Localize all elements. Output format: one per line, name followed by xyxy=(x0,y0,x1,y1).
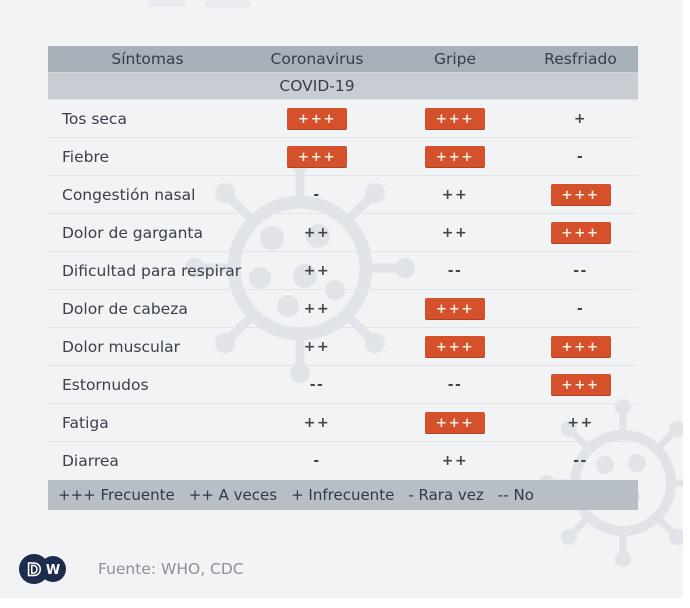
legend-label: Frecuente xyxy=(100,486,175,504)
frequency-value: +++ xyxy=(425,108,485,130)
frequency-value: ++ xyxy=(303,224,331,241)
gripe-value-cell xyxy=(387,412,523,434)
frequency-value: - xyxy=(313,453,321,469)
column-header-resfriado: Resfriado xyxy=(544,50,617,68)
frequency-value: +++ xyxy=(287,146,347,168)
column-header-sintomas: Síntomas xyxy=(111,50,184,68)
symptom-comparison-table xyxy=(48,46,638,510)
frequency-value: ++ xyxy=(441,453,469,469)
symptom-label: Estornudos xyxy=(62,375,149,394)
coronavirus-value-cell xyxy=(247,453,387,469)
table-row xyxy=(48,138,638,176)
frequency-value: ++ xyxy=(567,414,594,431)
frequency-value: +++ xyxy=(551,184,611,206)
frequency-value: - xyxy=(576,300,585,317)
resfriado-value-cell xyxy=(523,222,638,244)
frequency-value: +++ xyxy=(425,336,485,358)
coronavirus-value-cell xyxy=(247,225,387,241)
frequency-value: ++ xyxy=(303,262,331,279)
legend-bar xyxy=(48,480,638,510)
cropped-title-remnant xyxy=(148,0,186,7)
frequency-value: -- xyxy=(573,453,588,469)
frequency-value: +++ xyxy=(551,336,611,358)
legend-symbol: +++ xyxy=(58,486,96,504)
frequency-value: ++ xyxy=(441,224,469,241)
legend-item xyxy=(189,486,277,504)
table-row xyxy=(48,442,638,480)
frequency-value: -- xyxy=(447,376,463,393)
resfriado-value-cell xyxy=(523,301,638,317)
symptom-label: Diarrea xyxy=(62,452,119,470)
gripe-value-cell xyxy=(387,336,523,358)
legend-item xyxy=(58,486,175,504)
frequency-value: ++ xyxy=(303,338,331,355)
table-row xyxy=(48,176,638,214)
legend-label: Infrecuente xyxy=(308,486,395,504)
frequency-value: +++ xyxy=(425,412,485,434)
legend-label: A veces xyxy=(218,486,278,504)
table-header-row xyxy=(48,46,638,73)
resfriado-value-cell xyxy=(523,336,638,358)
footer xyxy=(18,550,244,588)
dw-logo xyxy=(18,550,68,588)
gripe-value-cell xyxy=(387,225,523,241)
resfriado-value-cell xyxy=(523,111,638,127)
frequency-value: - xyxy=(576,148,585,165)
svg-text:D: D xyxy=(26,560,42,581)
frequency-value: +++ xyxy=(425,146,485,168)
legend-symbol: -- xyxy=(497,486,509,504)
gripe-value-cell xyxy=(387,377,523,393)
legend-symbol: + xyxy=(291,486,304,504)
frequency-value: ++ xyxy=(303,414,331,431)
frequency-value: ++ xyxy=(303,300,331,317)
coronavirus-value-cell xyxy=(247,187,387,203)
coronavirus-value-cell xyxy=(247,146,387,168)
page-margin-bottom xyxy=(0,598,690,608)
frequency-value: +++ xyxy=(287,108,347,130)
table-subheader-row xyxy=(48,73,638,100)
table-row xyxy=(48,328,638,366)
table-row xyxy=(48,100,638,138)
resfriado-value-cell xyxy=(523,374,638,396)
coronavirus-value-cell xyxy=(247,263,387,279)
gripe-value-cell xyxy=(387,298,523,320)
symptom-label: Fiebre xyxy=(62,147,110,166)
frequency-value: - xyxy=(313,186,321,203)
symptom-label: Dolor de cabeza xyxy=(62,299,188,318)
column-header-gripe: Gripe xyxy=(433,50,477,68)
resfriado-value-cell xyxy=(523,415,638,431)
source-text: Fuente: WHO, CDC xyxy=(98,560,244,578)
resfriado-value-cell xyxy=(523,263,638,279)
gripe-value-cell xyxy=(387,453,523,469)
legend-symbol: ++ xyxy=(188,486,214,504)
page-margin-right xyxy=(683,0,690,608)
coronavirus-value-cell xyxy=(247,339,387,355)
table-row xyxy=(48,252,638,290)
legend-label: Rara vez xyxy=(418,486,484,504)
frequency-value: -- xyxy=(447,262,463,279)
symptom-label: Congestión nasal xyxy=(62,185,196,204)
table-body xyxy=(48,100,638,480)
svg-text:W: W xyxy=(45,563,61,578)
frequency-value: +++ xyxy=(425,298,485,320)
frequency-value: ++ xyxy=(441,186,469,203)
symptom-label: Fatiga xyxy=(62,413,109,432)
column-header-coronavirus: Coronavirus xyxy=(270,50,364,68)
coronavirus-value-cell xyxy=(247,377,387,393)
resfriado-value-cell xyxy=(523,149,638,165)
gripe-value-cell xyxy=(387,108,523,130)
symptom-label: Dolor de garganta xyxy=(62,223,203,242)
coronavirus-value-cell xyxy=(247,301,387,317)
frequency-value: + xyxy=(573,110,588,127)
legend-item xyxy=(291,486,394,504)
table-row xyxy=(48,404,638,442)
frequency-value: +++ xyxy=(551,222,611,244)
frequency-value: -- xyxy=(309,376,325,393)
cropped-title-remnant xyxy=(206,0,250,8)
symptom-label: Tos seca xyxy=(62,109,127,128)
frequency-value: +++ xyxy=(551,374,611,396)
legend-label: No xyxy=(513,486,534,504)
gripe-value-cell xyxy=(387,146,523,168)
coronavirus-value-cell xyxy=(247,415,387,431)
resfriado-value-cell xyxy=(523,453,638,469)
table-row xyxy=(48,214,638,252)
table-row xyxy=(48,366,638,404)
legend-item xyxy=(498,486,534,504)
symptom-label: Dolor muscular xyxy=(62,337,181,356)
table-row xyxy=(48,290,638,328)
gripe-value-cell xyxy=(387,263,523,279)
resfriado-value-cell xyxy=(523,184,638,206)
legend-item xyxy=(408,486,484,504)
coronavirus-value-cell xyxy=(247,108,387,130)
covid19-sublabel: COVID-19 xyxy=(279,77,355,95)
frequency-value: -- xyxy=(573,262,588,279)
symptom-label: Dificultad para respirar xyxy=(62,261,242,280)
legend-symbol: - xyxy=(408,486,414,504)
gripe-value-cell xyxy=(387,187,523,203)
